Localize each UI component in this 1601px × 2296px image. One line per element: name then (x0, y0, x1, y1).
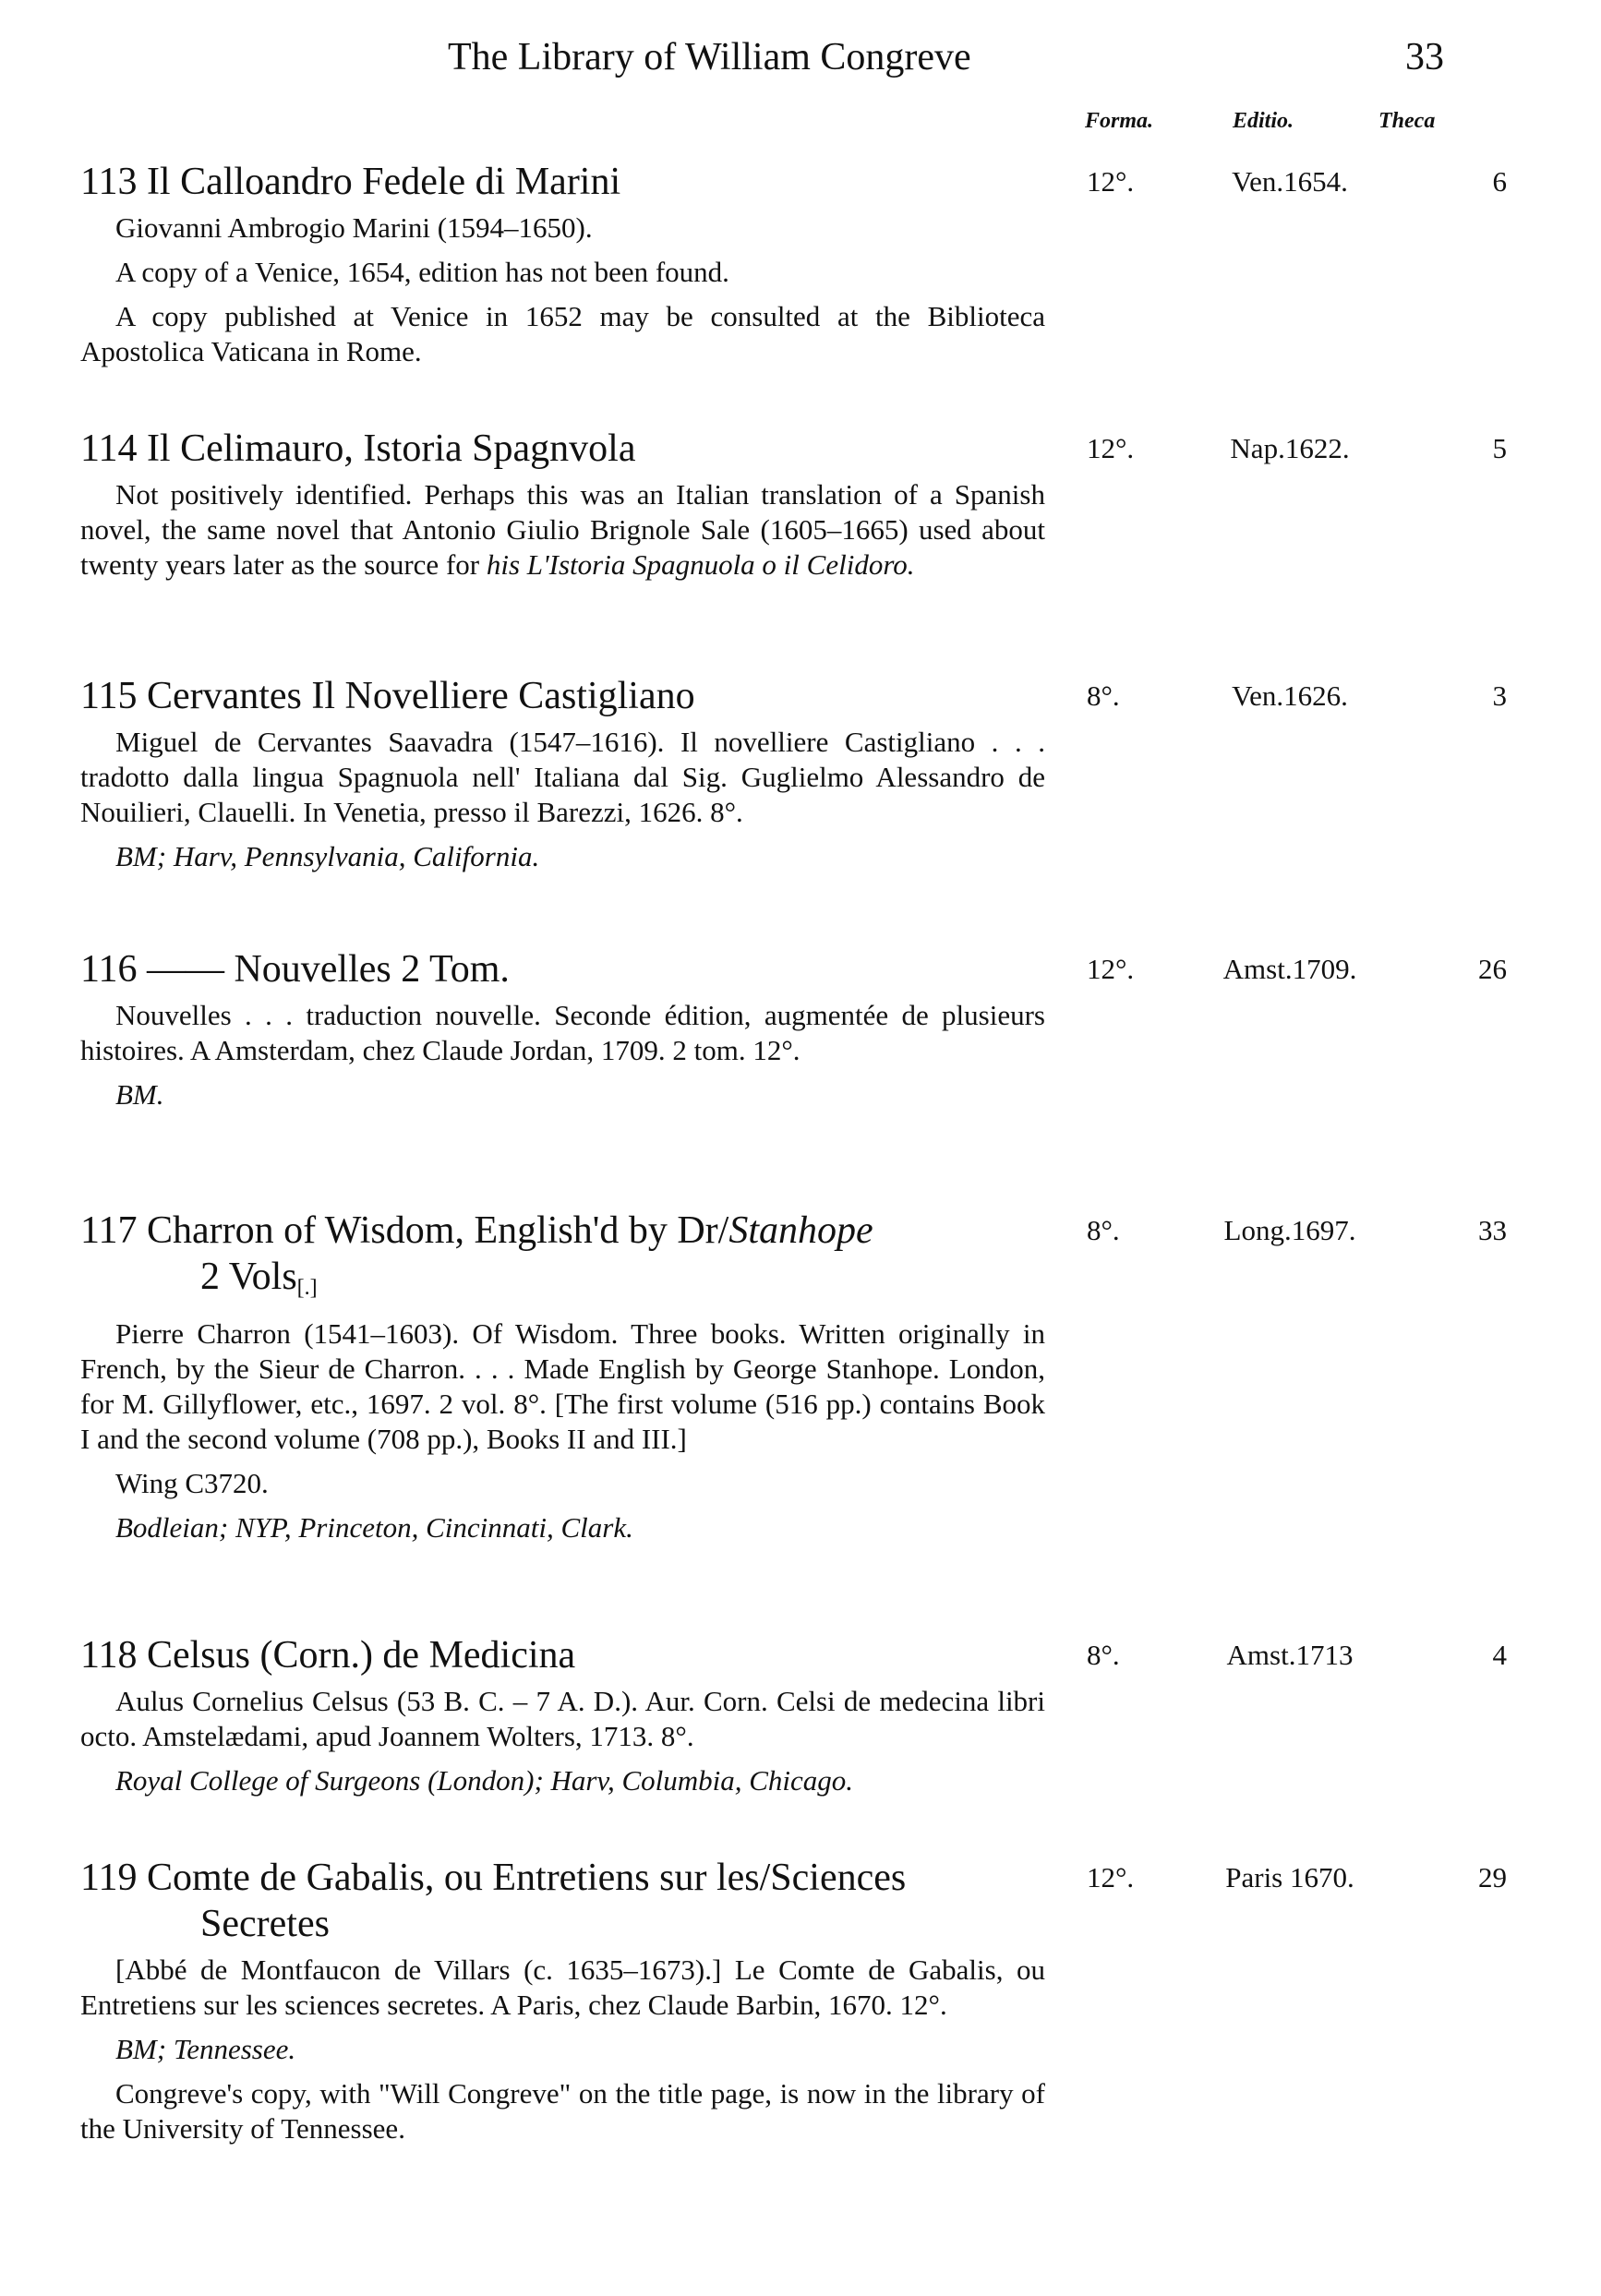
entry-title (80, 1855, 1059, 1947)
entry-title-text: 114 Il Celimauro, Istoria Spagnvola (80, 427, 636, 470)
paragraph-text: A copy of a Venice, 1654, edition has not been found. (115, 256, 729, 288)
catalogue-entry (80, 426, 1507, 592)
entry-title-text: 115 Cervantes Il Novelliere Castigliano (80, 675, 695, 717)
editio-value: Nap.1622. (1230, 432, 1350, 464)
catalogue-entry (80, 159, 1507, 379)
column-header-theca: Theca (1378, 109, 1436, 133)
theca-value: 4 (1492, 1639, 1507, 1671)
paragraph-text: Nouvelles . . . traduction nouvelle. Seconde édition, augmentée de plusieurs histoires. A Amsterdam, chez Claude Jordan, 1709. 2 tom. 12°. (80, 999, 1045, 1066)
editio-value: Ven.1626. (1232, 679, 1348, 712)
catalogue-entry (80, 1208, 1507, 1555)
entry-paragraph (80, 477, 1045, 583)
entry-paragraph (80, 1316, 1045, 1457)
holding-libraries: Bodleian; NYP, Princeton, Cincinnati, Clark. (115, 1511, 633, 1544)
entry-title-text: 113 Il Calloandro Fedele di Marini (80, 161, 621, 203)
paragraph-text: Miguel de Cervantes Saavadra (1547–1616). Il novelliere Castigliano . . . tradotto dalla lingua Spagnuola nell' Italiana dal Sig. Guglielmo Alessandro de Nouilieri, Clauelli. In Venetia, presso il Barezzi, 1626. 8°. (80, 726, 1045, 828)
entry-title-italic: Stanhope (728, 1209, 873, 1252)
entry-paragraph (80, 1466, 1045, 1501)
catalogue-entry (80, 1632, 1507, 1808)
entry-paragraph (80, 725, 1045, 830)
entry-title-cont-text: 2 Vols (200, 1256, 297, 1298)
holding-libraries: Royal College of Surgeons (London); Harv, Columbia, Chicago. (115, 1764, 854, 1797)
editio-value: Amst.1713 (1226, 1639, 1354, 1671)
entry-notes (80, 725, 1045, 874)
holding-libraries: BM; Tennessee. (115, 2033, 296, 2065)
column-header-editio: Editio. (1233, 109, 1294, 133)
forma-value: 12°. (1087, 1861, 1135, 1893)
entry-notes (80, 1316, 1045, 1545)
entry-title-text: 116 —— Nouvelles 2 Tom. (80, 948, 510, 991)
entry-paragraph (80, 1684, 1045, 1754)
entry-notes (80, 477, 1045, 583)
entry-title-continuation (80, 1901, 1059, 1947)
forma-value: 12°. (1087, 165, 1135, 198)
theca-value: 3 (1492, 679, 1507, 712)
entry-title-text: 119 Comte de Gabalis, ou Entretiens sur les/Sciences (80, 1857, 907, 1899)
entry-paragraph (80, 210, 1045, 246)
entry-title (80, 946, 1059, 992)
editio-value: Ven.1654. (1232, 165, 1348, 198)
theca-value: 33 (1478, 1214, 1507, 1246)
paragraph-text: A copy published at Venice in 1652 may be consulted at the Biblioteca Apostolica Vaticana in Rome. (80, 300, 1045, 367)
running-title: The Library of William Congreve (448, 36, 971, 78)
entry-title-text: 118 Celsus (Corn.) de Medicina (80, 1634, 576, 1677)
entry-paragraph (80, 255, 1045, 290)
forma-value: 8°. (1087, 1214, 1120, 1246)
entry-note: Congreve's copy, with "Will Congreve" on the title page, is now in the library of the University of Tennessee. (80, 2077, 1045, 2145)
editio-value: Long.1697. (1223, 1214, 1356, 1246)
catalogue-entry (80, 1855, 1507, 2156)
entry-notes (80, 1953, 1045, 2146)
entry-title (80, 1208, 1059, 1311)
entry-title (80, 673, 1059, 719)
page-number: 33 (1405, 36, 1444, 78)
entry-paragraph (80, 299, 1045, 369)
paragraph-text: Pierre Charron (1541–1603). Of Wisdom. Three books. Written originally in French, by the Sieur de Charron. . . . Made English by George Stanhope. London, for M. Gillyflower, etc., 1697. 2 vol. 8°. [The first volume (516 pp.) contains Book I and the second volume (708 pp.), Books II and III.] (80, 1317, 1045, 1455)
catalogue-entry (80, 673, 1507, 884)
column-header-forma: Forma. (1085, 109, 1154, 133)
entry-title-continuation (80, 1254, 1059, 1311)
entry-notes (80, 1684, 1045, 1798)
entry-title (80, 159, 1059, 205)
paragraph-text: [Abbé de Montfaucon de Villars (c. 1635–1673).] Le Comte de Gabalis, ou Entretiens sur les sciences secretes. A Paris, chez Claude Barbin, 1670. 12°. (80, 1953, 1045, 2021)
entry-paragraph (80, 998, 1045, 1068)
forma-value: 12°. (1087, 953, 1135, 985)
entry-title (80, 1632, 1059, 1678)
editio-value: Paris 1670. (1225, 1861, 1354, 1893)
theca-value: 29 (1478, 1861, 1507, 1893)
paragraph-text: Wing C3720. (115, 1467, 269, 1499)
editorial-mark: [.] (296, 1276, 318, 1300)
theca-value: 26 (1478, 953, 1507, 985)
entry-notes (80, 998, 1045, 1112)
entry-title (80, 426, 1059, 472)
paragraph-text: Not positively identified. Perhaps this was an Italian translation of a Spanish novel, the same novel that Antonio Giulio Brignole Sale (1605–1665) used about twenty years later as the source for (80, 478, 1045, 581)
entry-title-text: 117 Charron of Wisdom, English'd by Dr/ (80, 1209, 729, 1252)
entry-paragraph (80, 1953, 1045, 2023)
entry-notes (80, 210, 1045, 369)
forma-value: 12°. (1087, 432, 1135, 464)
theca-value: 5 (1492, 432, 1507, 464)
theca-value: 6 (1492, 165, 1507, 198)
paragraph-text: Aulus Cornelius Celsus (53 B. C. – 7 A. D.). Aur. Corn. Celsi de medecina libri octo. Amstelædami, apud Joannem Wolters, 1713. 8°. (80, 1685, 1045, 1752)
italic-text: his L'Istoria Spagnuola o il Celidoro. (486, 548, 915, 581)
paragraph-text: Giovanni Ambrogio Marini (1594–1650). (115, 211, 593, 244)
holding-libraries: BM; Harv, Pennsylvania, California. (115, 840, 540, 872)
forma-value: 8°. (1087, 679, 1120, 712)
editio-value: Amst.1709. (1222, 953, 1357, 985)
entry-title-cont-text: Secretes (200, 1903, 330, 1945)
catalogue-entry (80, 946, 1507, 1122)
holding-libraries: BM. (115, 1078, 164, 1111)
forma-value: 8°. (1087, 1639, 1120, 1671)
